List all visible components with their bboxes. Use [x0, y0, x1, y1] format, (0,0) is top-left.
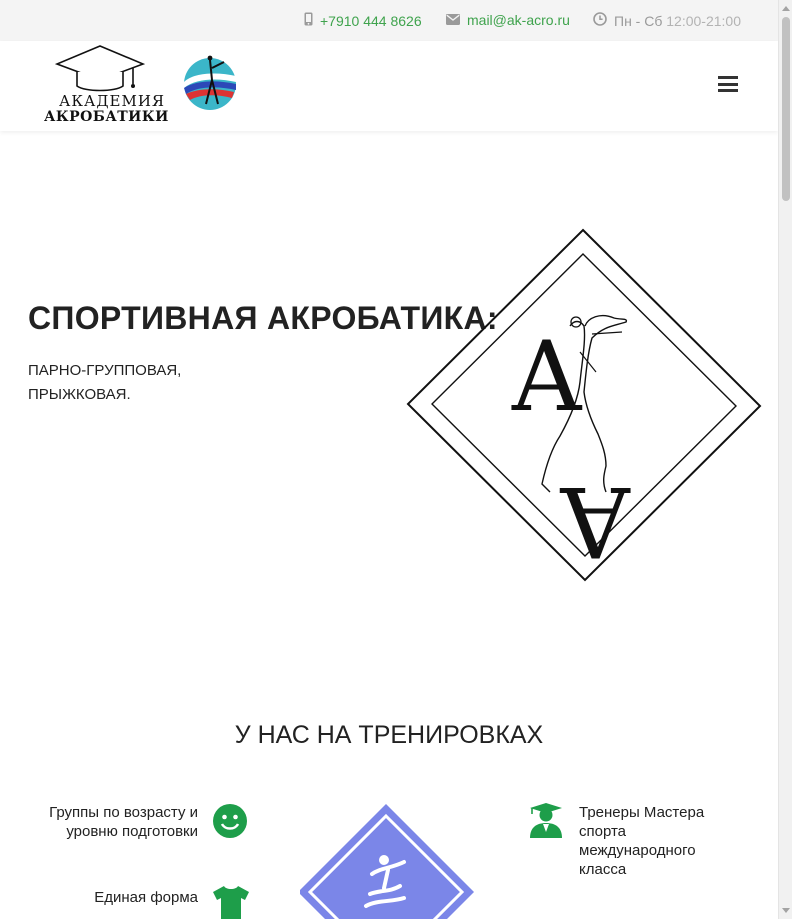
hamburger-menu-button[interactable] — [718, 76, 738, 92]
t-shirt-icon — [211, 885, 251, 924]
hero-subtitle — [28, 359, 181, 407]
athlete-diamond-image — [300, 802, 476, 919]
federation-emblem-icon — [172, 46, 248, 122]
email-address[interactable]: mail@ak-acro.ru — [467, 12, 570, 28]
svg-text:A: A — [512, 321, 582, 433]
hero-subtitle-dot: . — [126, 386, 131, 403]
svg-text:A: A — [560, 465, 630, 577]
menu-bar-icon — [718, 83, 738, 86]
email-contact[interactable] — [446, 12, 570, 28]
menu-bar-icon — [718, 89, 738, 92]
hero-subtitle-line-1: ПАРНО-ГРУППОВАЯ, — [28, 362, 182, 379]
scroll-down-arrow-icon[interactable] — [782, 908, 790, 913]
acrobatics-emblem-image — [400, 222, 770, 588]
hours-days: Пн - Сб — [614, 12, 663, 29]
federation-logo[interactable] — [172, 46, 248, 122]
hero-title: СПОРТИВНАЯ АКРОБАТИКА: — [28, 300, 498, 336]
feature-coaches-text: Тренеры Мастера спорта международного класса — [579, 804, 705, 878]
hero-subtitle-line-2: ПРЫЖКОВАЯ — [28, 386, 127, 403]
coach-icon — [529, 802, 563, 843]
clock-icon — [593, 12, 607, 29]
feature-uniform-text: Единая форма — [94, 889, 198, 906]
hours-time: 12:00-21:00 — [666, 12, 741, 29]
page-scrollbar[interactable] — [778, 0, 792, 919]
envelope-icon — [446, 12, 460, 28]
feature-groups-text: Группы по возрасту и уровню подготовки — [49, 804, 198, 840]
scrollbar-thumb[interactable] — [782, 17, 790, 201]
phone-number[interactable]: +7910 444 8626 — [320, 12, 422, 29]
menu-bar-icon — [718, 76, 738, 79]
phone-contact[interactable] — [304, 12, 422, 29]
logo-line-1: АКАДЕМИЯ — [59, 92, 166, 110]
site-header — [0, 41, 778, 131]
scroll-up-arrow-icon[interactable] — [782, 6, 790, 11]
mobile-phone-icon — [304, 12, 313, 29]
logo-line-2: АКРОБАТИКИ — [44, 109, 169, 125]
working-hours — [593, 12, 741, 29]
section-title: У НАС НА ТРЕНИРОВКАХ — [234, 721, 544, 749]
top-contact-bar — [0, 0, 778, 42]
smiley-icon — [212, 803, 248, 844]
graduation-cap-icon — [55, 44, 145, 96]
